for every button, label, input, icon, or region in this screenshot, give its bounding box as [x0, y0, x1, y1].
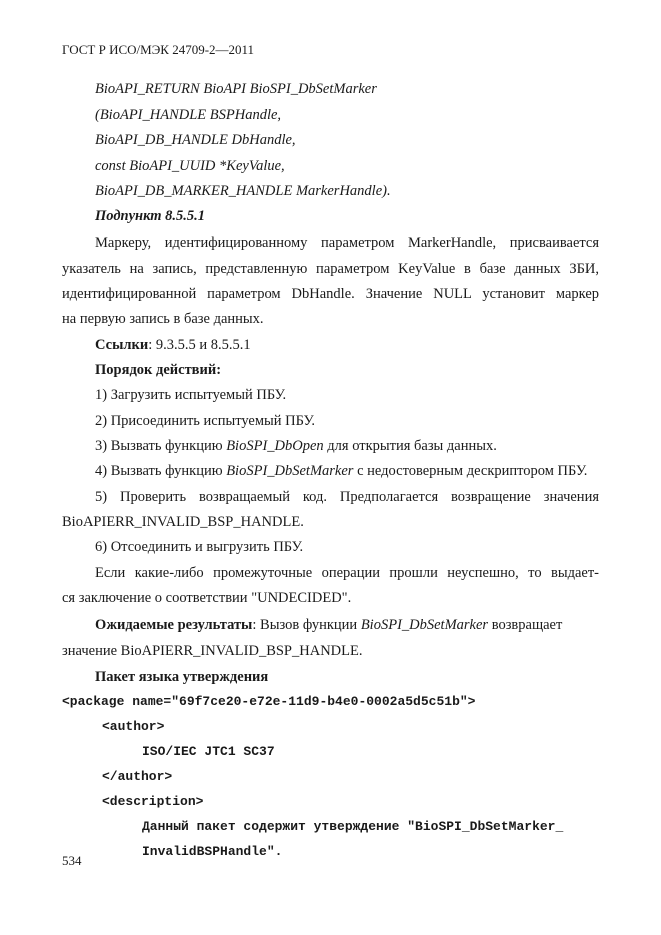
undecided-line: ся заключение о соответствии "UNDECIDED".	[62, 590, 352, 606]
references	[95, 336, 251, 354]
code-line: </author>	[102, 769, 173, 784]
procedure-step: 2) Присоединить испытуемый ПБУ.	[95, 413, 315, 429]
function-name: BioSPI_DbSetMarker	[360, 617, 489, 633]
code-line: Данный пакет содержит утверждение "BioSPI_DbSetMarker_	[142, 819, 564, 834]
code-line: InvalidBSPHandle".	[142, 844, 283, 859]
description-line: указатель на запись, представленную параметром KeyValue в базе данных ЗБИ,	[62, 261, 599, 277]
step-text: 3) Вызвать функцию	[95, 438, 227, 454]
signature-line: (BioAPI_HANDLE BSPHandle,	[95, 107, 282, 123]
signature-line: const BioAPI_UUID *KeyValue,	[95, 158, 285, 174]
package-title: Пакет языка утверждения	[95, 669, 269, 685]
function-name: BioSPI_DbOpen	[226, 438, 324, 454]
subclause-heading: Подпункт 8.5.5.1	[95, 208, 206, 224]
procedure-step-continuation: BioAPIERR_INVALID_BSP_HANDLE.	[62, 514, 304, 530]
function-name: BioSPI_DbSetMarker	[226, 463, 354, 479]
procedure-step: 5) Проверить возвращаемый код. Предполагается возвращение значения	[95, 489, 599, 505]
step-text: 4) Вызвать функцию	[95, 463, 227, 479]
document-header: ГОСТ Р ИСО/МЭК 24709-2—2011	[62, 42, 255, 57]
expected-text: : Вызов функции	[252, 617, 361, 633]
undecided-line: Если какие-либо промежуточные операции прошли неуспешно, то выдает-	[95, 565, 599, 581]
signature-line: BioAPI_RETURN BioAPI BioSPI_DbSetMarker	[95, 81, 377, 97]
procedure-step	[95, 462, 587, 480]
step-text: с недостоверным дескриптором ПБУ.	[353, 463, 588, 479]
procedure-title: Порядок действий:	[95, 362, 222, 378]
expected-results	[95, 616, 562, 634]
references-label: Ссылки	[95, 337, 149, 353]
description-line: идентифицированной параметром DbHandle. Значение NULL установит маркер	[62, 286, 599, 302]
signature-line: BioAPI_DB_MARKER_HANDLE MarkerHandle).	[95, 183, 391, 199]
procedure-step: 6) Отсоединить и выгрузить ПБУ.	[95, 539, 304, 555]
code-line: <package name="69f7ce20-e72e-11d9-b4e0-0002a5d5c51b">	[62, 694, 476, 709]
description-line: на первую запись в базе данных.	[62, 311, 264, 327]
expected-results-continuation: значение BioAPIERR_INVALID_BSP_HANDLE.	[62, 643, 363, 659]
expected-text: возвращает	[488, 617, 563, 633]
code-line: <author>	[102, 719, 165, 734]
page-number: 534	[62, 853, 82, 868]
signature-line: BioAPI_DB_HANDLE DbHandle,	[95, 132, 296, 148]
description-line: Маркеру, идентифицированному параметром MarkerHandle, присваивается	[95, 235, 599, 251]
references-text: : 9.3.5.5 и 8.5.5.1	[148, 337, 251, 353]
code-line: <description>	[102, 794, 204, 809]
code-line: ISO/IEC JTC1 SC37	[142, 744, 275, 759]
step-text: для открытия базы данных.	[323, 438, 497, 454]
procedure-step	[95, 437, 497, 455]
expected-label: Ожидаемые результаты	[95, 617, 253, 633]
procedure-step: 1) Загрузить испытуемый ПБУ.	[95, 387, 287, 403]
